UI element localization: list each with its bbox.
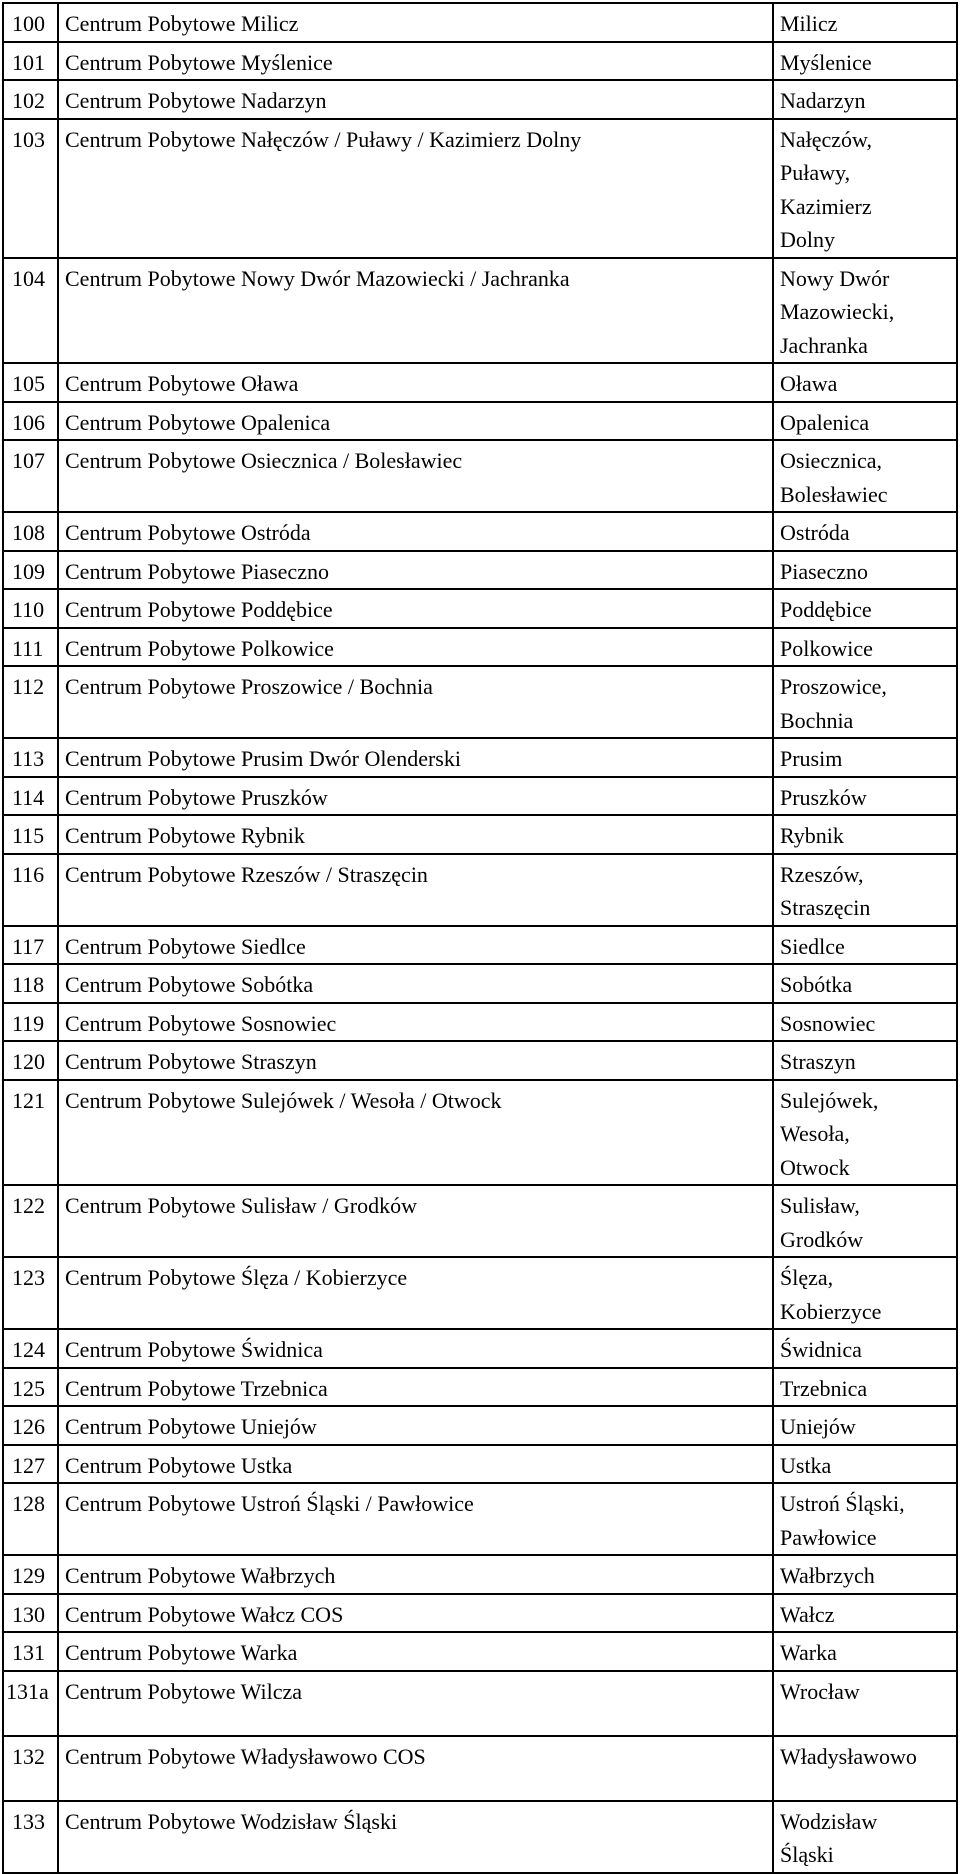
row-number: 118: [3, 964, 58, 1003]
center-name: Centrum Pobytowe Opalenica: [58, 402, 773, 441]
row-number: 105: [3, 363, 58, 402]
center-name: Centrum Pobytowe Świdnica: [58, 1329, 773, 1368]
table-row: [3, 1445, 957, 1484]
center-name: Centrum Pobytowe Prusim Dwór Olenderski: [58, 738, 773, 777]
table-row: [3, 1406, 957, 1445]
center-name: Centrum Pobytowe Pruszków: [58, 777, 773, 816]
location-city: Myślenice: [773, 42, 957, 81]
table-row: [3, 512, 957, 551]
location-city: Wałcz: [773, 1594, 957, 1633]
table-row: [3, 964, 957, 1003]
row-number: 131a: [3, 1671, 58, 1736]
table-row: [3, 551, 957, 590]
location-city: Polkowice: [773, 628, 957, 667]
center-name: Centrum Pobytowe Ustka: [58, 1445, 773, 1484]
center-name: Centrum Pobytowe Myślenice: [58, 42, 773, 81]
location-city: Władysławowo: [773, 1736, 957, 1801]
row-number: 103: [3, 119, 58, 258]
location-city: Sosnowiec: [773, 1003, 957, 1042]
table-row: [3, 926, 957, 965]
table-row: [3, 258, 957, 364]
center-name: Centrum Pobytowe Wilcza: [58, 1671, 773, 1736]
row-number: 120: [3, 1041, 58, 1080]
center-name: Centrum Pobytowe Sobótka: [58, 964, 773, 1003]
row-number: 119: [3, 1003, 58, 1042]
location-city: Pruszków: [773, 777, 957, 816]
center-name: Centrum Pobytowe Nowy Dwór Mazowiecki / Jachranka: [58, 258, 773, 364]
center-name: Centrum Pobytowe Straszyn: [58, 1041, 773, 1080]
row-number: 131: [3, 1632, 58, 1671]
location-city: Ślęza, Kobierzyce: [773, 1257, 957, 1329]
row-number: 130: [3, 1594, 58, 1633]
center-name: Centrum Pobytowe Władysławowo COS: [58, 1736, 773, 1801]
center-name: Centrum Pobytowe Ostróda: [58, 512, 773, 551]
table-row: [3, 80, 957, 119]
location-city: Sulejówek, Wesoła, Otwock: [773, 1080, 957, 1186]
row-number: 108: [3, 512, 58, 551]
center-name: Centrum Pobytowe Sulejówek / Wesoła / Otwock: [58, 1080, 773, 1186]
center-name: Centrum Pobytowe Rzeszów / Straszęcin: [58, 854, 773, 926]
row-number: 112: [3, 666, 58, 738]
row-number: 128: [3, 1483, 58, 1555]
location-city: Ustka: [773, 1445, 957, 1484]
location-city: Sulisław, Grodków: [773, 1185, 957, 1257]
table-row: [3, 1555, 957, 1594]
row-number: 123: [3, 1257, 58, 1329]
location-city: Poddębice: [773, 589, 957, 628]
table-row: [3, 738, 957, 777]
center-name: Centrum Pobytowe Wałbrzych: [58, 1555, 773, 1594]
table-row: [3, 1080, 957, 1186]
row-number: 127: [3, 1445, 58, 1484]
row-number: 104: [3, 258, 58, 364]
location-city: Sobótka: [773, 964, 957, 1003]
table-row: [3, 119, 957, 258]
center-name: Centrum Pobytowe Rybnik: [58, 815, 773, 854]
row-number: 124: [3, 1329, 58, 1368]
row-number: 121: [3, 1080, 58, 1186]
location-city: Prusim: [773, 738, 957, 777]
location-city: Rzeszów, Straszęcin: [773, 854, 957, 926]
location-city: Nadarzyn: [773, 80, 957, 119]
table-row: [3, 3, 957, 42]
location-city: Ustroń Śląski, Pawłowice: [773, 1483, 957, 1555]
row-number: 109: [3, 551, 58, 590]
location-city: Warka: [773, 1632, 957, 1671]
row-number: 132: [3, 1736, 58, 1801]
center-name: Centrum Pobytowe Poddębice: [58, 589, 773, 628]
table-row: [3, 1594, 957, 1633]
center-name: Centrum Pobytowe Nadarzyn: [58, 80, 773, 119]
locations-table: [2, 2, 958, 1874]
location-city: Uniejów: [773, 1406, 957, 1445]
location-city: Oława: [773, 363, 957, 402]
center-name: Centrum Pobytowe Ślęza / Kobierzyce: [58, 1257, 773, 1329]
row-number: 107: [3, 440, 58, 512]
center-name: Centrum Pobytowe Wałcz COS: [58, 1594, 773, 1633]
table-row: [3, 1185, 957, 1257]
center-name: Centrum Pobytowe Uniejów: [58, 1406, 773, 1445]
table-row: [3, 1003, 957, 1042]
table-row: [3, 363, 957, 402]
row-number: 125: [3, 1368, 58, 1407]
table-row: [3, 402, 957, 441]
table-row: [3, 1632, 957, 1671]
row-number: 114: [3, 777, 58, 816]
table-row: [3, 42, 957, 81]
location-city: Trzebnica: [773, 1368, 957, 1407]
location-city: Ostróda: [773, 512, 957, 551]
row-number: 100: [3, 3, 58, 42]
center-name: Centrum Pobytowe Osiecznica / Bolesławiec: [58, 440, 773, 512]
location-city: Milicz: [773, 3, 957, 42]
row-number: 115: [3, 815, 58, 854]
row-number: 110: [3, 589, 58, 628]
center-name: Centrum Pobytowe Proszowice / Bochnia: [58, 666, 773, 738]
table-row: [3, 777, 957, 816]
location-city: Świdnica: [773, 1329, 957, 1368]
center-name: Centrum Pobytowe Sulisław / Grodków: [58, 1185, 773, 1257]
center-name: Centrum Pobytowe Trzebnica: [58, 1368, 773, 1407]
row-number: 133: [3, 1801, 58, 1873]
table-row: [3, 815, 957, 854]
center-name: Centrum Pobytowe Ustroń Śląski / Pawłowice: [58, 1483, 773, 1555]
row-number: 117: [3, 926, 58, 965]
row-number: 129: [3, 1555, 58, 1594]
table-row: [3, 589, 957, 628]
center-name: Centrum Pobytowe Polkowice: [58, 628, 773, 667]
row-number: 102: [3, 80, 58, 119]
row-number: 106: [3, 402, 58, 441]
row-number: 113: [3, 738, 58, 777]
table-row: [3, 1483, 957, 1555]
center-name: Centrum Pobytowe Milicz: [58, 3, 773, 42]
location-city: Wałbrzych: [773, 1555, 957, 1594]
center-name: Centrum Pobytowe Wodzisław Śląski: [58, 1801, 773, 1873]
location-city: Wrocław: [773, 1671, 957, 1736]
table-row: [3, 1801, 957, 1873]
location-city: Straszyn: [773, 1041, 957, 1080]
table-row: [3, 1257, 957, 1329]
table-row: [3, 1368, 957, 1407]
location-city: Nałęczów, Puławy, Kazimierz Dolny: [773, 119, 957, 258]
table-row: [3, 1736, 957, 1801]
location-city: Opalenica: [773, 402, 957, 441]
table-row: [3, 1041, 957, 1080]
location-city: Proszowice, Bochnia: [773, 666, 957, 738]
location-city: Siedlce: [773, 926, 957, 965]
row-number: 111: [3, 628, 58, 667]
location-city: Nowy Dwór Mazowiecki, Jachranka: [773, 258, 957, 364]
center-name: Centrum Pobytowe Sosnowiec: [58, 1003, 773, 1042]
table-row: [3, 628, 957, 667]
center-name: Centrum Pobytowe Siedlce: [58, 926, 773, 965]
table-row: [3, 666, 957, 738]
row-number: 101: [3, 42, 58, 81]
location-city: Wodzisław Śląski: [773, 1801, 957, 1873]
center-name: Centrum Pobytowe Warka: [58, 1632, 773, 1671]
table-row: [3, 854, 957, 926]
location-city: Rybnik: [773, 815, 957, 854]
row-number: 116: [3, 854, 58, 926]
table-row: [3, 1671, 957, 1736]
location-city: Osiecznica, Bolesławiec: [773, 440, 957, 512]
table-row: [3, 440, 957, 512]
table-row: [3, 1329, 957, 1368]
row-number: 122: [3, 1185, 58, 1257]
center-name: Centrum Pobytowe Piaseczno: [58, 551, 773, 590]
center-name: Centrum Pobytowe Nałęczów / Puławy / Kazimierz Dolny: [58, 119, 773, 258]
row-number: 126: [3, 1406, 58, 1445]
center-name: Centrum Pobytowe Oława: [58, 363, 773, 402]
location-city: Piaseczno: [773, 551, 957, 590]
